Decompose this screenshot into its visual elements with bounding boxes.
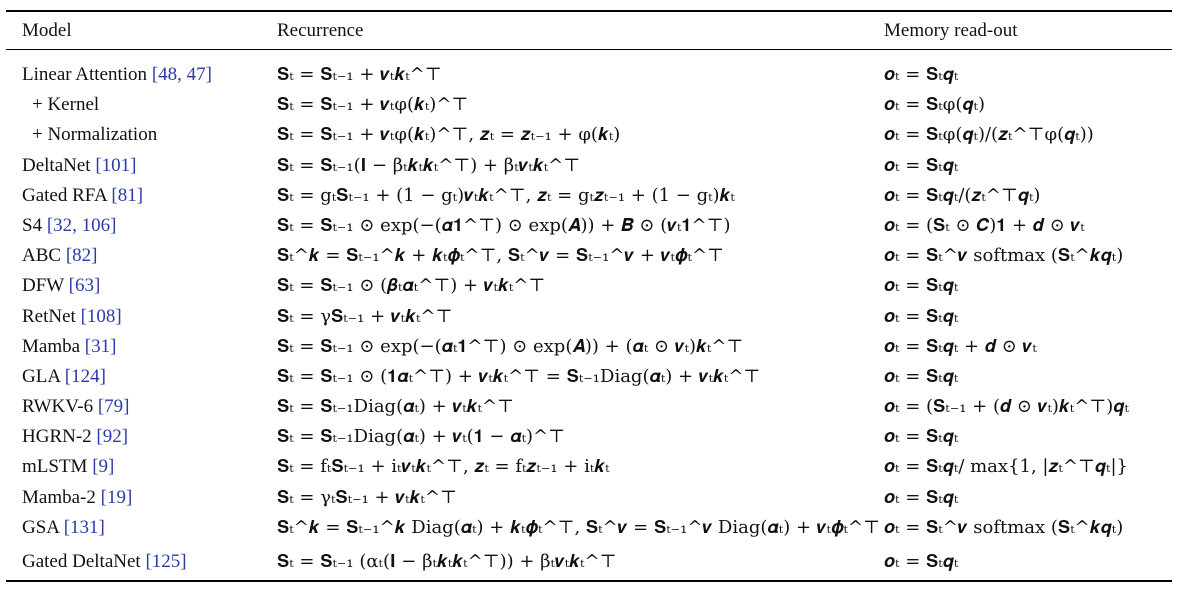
recurrence-cell: 𝐒ₜ = 𝐒ₜ₋₁ ⊙ (𝟏𝜶ₜ^⊤) + 𝒗ₜ𝒌ₜ^⊤ = 𝐒ₜ₋₁Diag(𝜶ₜ) + 𝒗ₜ𝒌ₜ^⊤ [277, 365, 761, 387]
table-bottom-rule [6, 580, 1172, 582]
memory-readout-cell: 𝒐ₜ = 𝐒ₜ𝒒ₜ [884, 365, 959, 387]
model-cell [22, 60, 212, 90]
model-name: Mamba-2 [22, 486, 96, 508]
table-row [0, 422, 1178, 452]
header-model: Model [22, 20, 72, 41]
citation-link[interactable]: [101] [95, 154, 137, 176]
citation-link[interactable]: [31] [84, 335, 117, 357]
table-row [0, 302, 1178, 332]
table-row [0, 362, 1178, 392]
citation-link[interactable]: [19] [100, 486, 133, 508]
recurrence-cell: 𝐒ₜ = 𝐒ₜ₋₁ + 𝒗ₜφ(𝒌ₜ)^⊤ [277, 94, 469, 116]
model-cell [22, 543, 187, 581]
citation-link[interactable]: [63] [68, 275, 101, 297]
table-row [0, 332, 1178, 362]
memory-readout-cell: 𝒐ₜ = 𝐒ₜ𝒒ₜ [884, 426, 959, 448]
memory-readout-cell: 𝒐ₜ = 𝐒ₜ^𝒗 softmax (𝐒ₜ^𝒌𝒒ₜ) [884, 245, 1124, 267]
model-name: S4 [22, 214, 43, 236]
recurrence-cell: 𝐒ₜ = 𝐒ₜ₋₁ (αₜ(𝐈 − βₜ𝒌ₜ𝒌ₜ^⊤)) + βₜ𝒗ₜ𝒌ₜ^⊤ [277, 551, 617, 572]
citation-link[interactable]: [82] [65, 245, 98, 267]
memory-readout-cell: 𝒐ₜ = 𝐒ₜ𝒒ₜ/ max{1, |𝒛ₜ^⊤𝒒ₜ|} [884, 456, 1129, 478]
model-cell [22, 271, 100, 301]
table-row [0, 60, 1178, 90]
model-cell [22, 302, 122, 332]
table-row [0, 181, 1178, 211]
table-top-rule [6, 10, 1172, 12]
model-cell [22, 452, 114, 482]
memory-readout-cell: 𝒐ₜ = 𝐒ₜ𝒒ₜ + 𝒅 ⊙ 𝒗ₜ [884, 335, 1037, 357]
recurrence-cell: 𝐒ₜ = γₜ𝐒ₜ₋₁ + 𝒗ₜ𝒌ₜ^⊤ [277, 486, 457, 508]
model-name: GLA [22, 365, 60, 387]
memory-readout-cell: 𝒐ₜ = (𝐒ₜ₋₁ + (𝒅 ⊙ 𝒗ₜ)𝒌ₜ^⊤)𝒒ₜ [884, 396, 1129, 418]
recurrence-cell: 𝐒ₜ = 𝐒ₜ₋₁ + 𝒗ₜφ(𝒌ₜ)^⊤, 𝒛ₜ = 𝒛ₜ₋₁ + φ(𝒌ₜ) [277, 124, 621, 146]
model-name: Gated DeltaNet [22, 551, 141, 572]
memory-readout-cell: 𝒐ₜ = 𝐒ₜ𝒒ₜ/(𝒛ₜ^⊤𝒒ₜ) [884, 184, 1041, 206]
citation-link[interactable]: [108] [80, 305, 122, 327]
table-row [0, 120, 1178, 150]
recurrence-cell: 𝐒ₜ = 𝐒ₜ₋₁ ⊙ exp(−(𝜶ₜ𝟏^⊤) ⊙ exp(𝑨)) + (𝜶ₜ ⊙ 𝒗ₜ)𝒌ₜ^⊤ [277, 335, 744, 357]
model-name: GSA [22, 516, 59, 538]
model-name: + Kernel [32, 94, 100, 116]
table-row [0, 543, 1178, 581]
recurrence-cell: 𝐒ₜ = 𝐒ₜ₋₁ + 𝒗ₜ𝒌ₜ^⊤ [277, 64, 442, 85]
model-cell [22, 181, 143, 211]
citation-link[interactable]: [79] [97, 396, 130, 418]
model-name: ABC [22, 245, 62, 267]
citation-link[interactable]: [124] [64, 365, 106, 387]
recurrence-cell: 𝐒ₜ^𝒌 = 𝐒ₜ₋₁^𝒌 + 𝒌ₜ𝝓ₜ^⊤, 𝐒ₜ^𝒗 = 𝐒ₜ₋₁^𝒗 + 𝒗ₜ𝝓ₜ^⊤ [277, 245, 724, 267]
model-name: Linear Attention [22, 64, 148, 85]
model-cell [22, 211, 116, 241]
model-name: mLSTM [22, 456, 88, 478]
table-row [0, 513, 1178, 543]
model-cell [22, 513, 105, 543]
recurrence-cell: 𝐒ₜ^𝒌 = 𝐒ₜ₋₁^𝒌 Diag(𝜶ₜ) + 𝒌ₜ𝝓ₜ^⊤, 𝐒ₜ^𝒗 = 𝐒ₜ₋₁^𝒗 Diag(𝜶ₜ) + 𝒗ₜ𝝓ₜ^⊤ [277, 516, 880, 538]
recurrence-cell: 𝐒ₜ = gₜ𝐒ₜ₋₁ + (1 − gₜ)𝒗ₜ𝒌ₜ^⊤, 𝒛ₜ = gₜ𝒛ₜ₋₁ + (1 − gₜ)𝒌ₜ [277, 184, 735, 206]
table-row [0, 151, 1178, 181]
recurrence-cell: 𝐒ₜ = fₜ𝐒ₜ₋₁ + iₜ𝒗ₜ𝒌ₜ^⊤, 𝒛ₜ = fₜ𝒛ₜ₋₁ + iₜ𝒌ₜ [277, 456, 610, 478]
table-row [0, 211, 1178, 241]
memory-readout-cell: 𝒐ₜ = 𝐒ₜ𝒒ₜ [884, 154, 959, 176]
memory-readout-cell: 𝒐ₜ = (𝐒ₜ ⊙ 𝑪)𝟏 + 𝒅 ⊙ 𝒗ₜ [884, 214, 1085, 236]
recurrence-cell: 𝐒ₜ = 𝐒ₜ₋₁(𝐈 − βₜ𝒌ₜ𝒌ₜ^⊤) + βₜ𝒗ₜ𝒌ₜ^⊤ [277, 154, 581, 176]
table-row [0, 483, 1178, 513]
memory-readout-cell: 𝒐ₜ = 𝐒ₜφ(𝒒ₜ)/(𝒛ₜ^⊤φ(𝒒ₜ)) [884, 124, 1094, 146]
model-cell [22, 483, 132, 513]
table-row [0, 241, 1178, 271]
table-row [0, 392, 1178, 422]
table-header-rule [6, 49, 1172, 50]
memory-readout-cell: 𝒐ₜ = 𝐒ₜ𝒒ₜ [884, 305, 959, 327]
memory-readout-cell: 𝒐ₜ = 𝐒ₜ𝒒ₜ [884, 64, 959, 85]
model-cell [22, 422, 128, 452]
memory-readout-cell: 𝒐ₜ = 𝐒ₜ^𝒗 softmax (𝐒ₜ^𝒌𝒒ₜ) [884, 516, 1124, 538]
recurrence-cell: 𝐒ₜ = 𝐒ₜ₋₁ ⊙ exp(−(𝜶𝟏^⊤) ⊙ exp(𝑨)) + 𝑩 ⊙ (𝒗ₜ𝟏^⊤) [277, 214, 731, 236]
model-name: Mamba [22, 335, 81, 357]
model-name: DFW [22, 275, 64, 297]
model-cell [22, 332, 116, 362]
header-memory-readout: Memory read-out [884, 20, 1018, 41]
citation-link[interactable]: [81] [111, 184, 144, 206]
memory-readout-cell: 𝒐ₜ = 𝐒ₜ𝒒ₜ [884, 551, 959, 572]
citation-link[interactable]: [125] [145, 551, 187, 572]
model-cell [22, 392, 130, 422]
model-cell [32, 90, 99, 120]
table-row [0, 90, 1178, 120]
model-name: Gated RFA [22, 184, 107, 206]
model-name: RetNet [22, 305, 76, 327]
memory-readout-cell: 𝒐ₜ = 𝐒ₜ𝒒ₜ [884, 275, 959, 297]
model-name: + Normalization [32, 124, 158, 146]
model-cell [22, 151, 136, 181]
table-row [0, 271, 1178, 301]
model-cell [22, 362, 106, 392]
recurrence-cell: 𝐒ₜ = 𝐒ₜ₋₁Diag(𝜶ₜ) + 𝒗ₜ(𝟏 − 𝜶ₜ)^⊤ [277, 426, 566, 448]
citation-link[interactable]: [48, 47] [151, 64, 212, 85]
citation-link[interactable]: [131] [63, 516, 105, 538]
recurrence-cell: 𝐒ₜ = 𝐒ₜ₋₁Diag(𝜶ₜ) + 𝒗ₜ𝒌ₜ^⊤ [277, 396, 514, 418]
model-name: RWKV-6 [22, 396, 94, 418]
memory-readout-cell: 𝒐ₜ = 𝐒ₜφ(𝒒ₜ) [884, 94, 985, 116]
model-name: HGRN-2 [22, 426, 92, 448]
table-body [0, 60, 1178, 581]
model-cell [22, 241, 97, 271]
citation-link[interactable]: [9] [92, 456, 115, 478]
model-cell [32, 120, 157, 150]
memory-readout-cell: 𝒐ₜ = 𝐒ₜ𝒒ₜ [884, 486, 959, 508]
table-row [0, 452, 1178, 482]
model-name: DeltaNet [22, 154, 91, 176]
citation-link[interactable]: [92] [96, 426, 129, 448]
recurrence-cell: 𝐒ₜ = γ𝐒ₜ₋₁ + 𝒗ₜ𝒌ₜ^⊤ [277, 305, 453, 327]
recurrence-cell: 𝐒ₜ = 𝐒ₜ₋₁ ⊙ (𝜷ₜ𝜶ₜ^⊤) + 𝒗ₜ𝒌ₜ^⊤ [277, 275, 546, 297]
header-recurrence: Recurrence [277, 20, 364, 41]
citation-link[interactable]: [32, 106] [46, 214, 117, 236]
